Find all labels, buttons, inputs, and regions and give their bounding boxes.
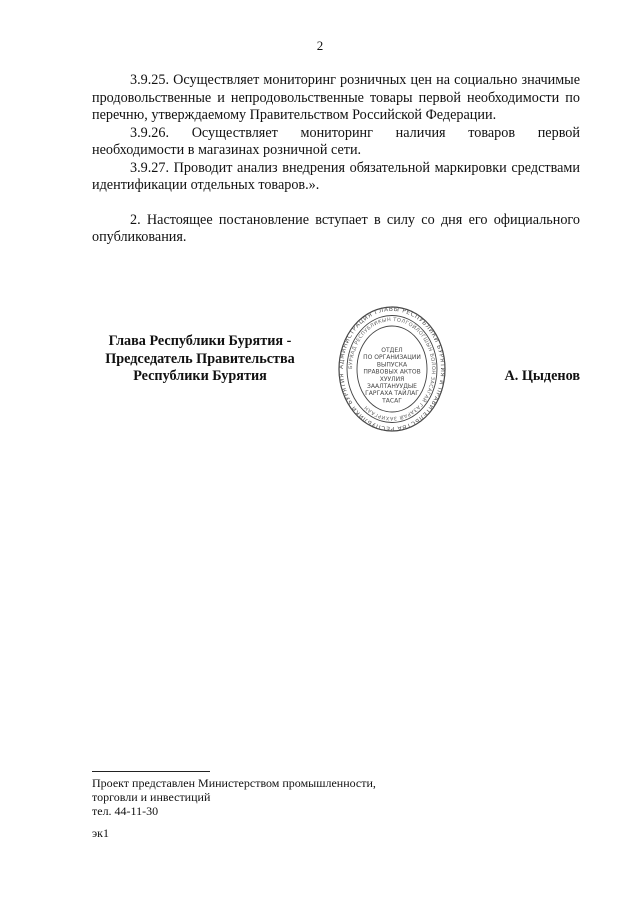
stamp-text-line: ПО ОРГАНИЗАЦИИ: [363, 354, 421, 362]
stamp-text-line: ГАРГАХА ТАЙЛАГ: [365, 390, 419, 398]
footnote-line: тел. 44-11-30: [92, 804, 159, 818]
signatory-title-line: Республики Бурятия: [133, 368, 267, 384]
paragraph-3-9-26: 3.9.26. Осуществляет мониторинг наличия товаров первой необходимости в магазинах розничной сети.: [92, 124, 580, 158]
page-number: 2: [316, 38, 324, 53]
paragraph-3-9-27: 3.9.27. Проводит анализ внедрения обязательной маркировки средствами идентификации отдельных товаров.».: [92, 159, 580, 193]
paragraph-3-9-25: 3.9.25. Осуществляет мониторинг розничных цен на социально значимые продовольственные и непродовольственные товары первой необходимости по перечню, утверждаемому Правительством Российской Федерации.: [92, 72, 580, 123]
signatory-title-line: Председатель Правительства: [105, 350, 295, 367]
footnote-line: Проект представлен Министерством промышленности,: [92, 776, 376, 790]
stamp-text-line: ТАСАГ: [382, 397, 402, 405]
signatory-name: А. Цыденов: [504, 368, 580, 384]
stamp-text-line: ПРАВОВЫХ АКТОВ: [363, 368, 421, 376]
footnote: [92, 776, 376, 818]
svg-text:БУРЯАД РЕСПУБЛИКЫН ТОЛГОЙЛОГШЫ: БУРЯАД РЕСПУБЛИКЫН ТОЛГОЙЛОГШЫН БОЛОН ЗАСАГАЙ ГАЗАРАЙ ЗАХИРГААН: [347, 316, 437, 422]
signatory-title-line: Глава Республики Бурятия -: [108, 333, 292, 349]
document-code: эк1: [92, 826, 109, 840]
footnote-line: торговли и инвестиций: [92, 790, 211, 804]
paragraph-effective-date: 2. Настоящее постановление вступает в силу со дня его официального опубликования.: [92, 211, 580, 245]
official-seal-stamp: [338, 305, 446, 433]
stamp-text-line: ЗААЛТАНУУДЫЕ: [367, 383, 417, 390]
stamp-text-line: ХУУЛИЯ: [379, 375, 405, 383]
footnote-divider: [92, 771, 210, 772]
signatory-title: [92, 333, 308, 386]
document-body: [92, 72, 580, 247]
stamp-text-line: ОТДЕЛ: [381, 347, 403, 354]
stamp-text-line: ВЫПУСКА: [376, 361, 408, 369]
svg-text:АДМИНИСТРАЦИЯ ГЛАВЫ РЕСПУБЛИКИ: АДМИНИСТРАЦИЯ ГЛАВЫ РЕСПУБЛИКИ БУРЯТИЯ И ПРАВИТЕЛЬСТВА РЕСПУБЛИКИ БУРЯТИЯ: [338, 305, 446, 433]
